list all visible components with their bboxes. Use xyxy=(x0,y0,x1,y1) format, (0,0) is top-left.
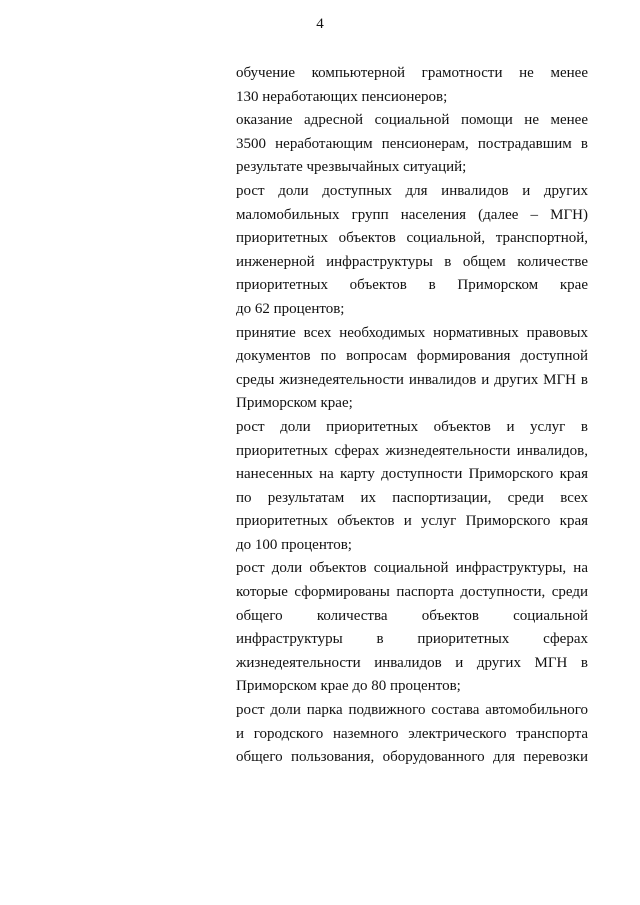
text-line: рост доли доступных для инвалидов и других xyxy=(236,182,588,199)
text-line: 130 неработающих пенсионеров; xyxy=(236,88,448,105)
text-line: Приморском крае; xyxy=(236,395,353,412)
text-line: среды жизнедеятельности инвалидов и других МГН в xyxy=(236,371,588,388)
text-line: приоритетных сферах жизнедеятельности инвалидов, xyxy=(236,442,588,459)
text-line: рост доли объектов социальной инфраструктуры, на xyxy=(236,560,588,577)
list-item xyxy=(236,109,588,180)
list-item xyxy=(236,416,588,558)
text-line: и городского наземного электрического транспорта xyxy=(236,725,588,742)
text-line: оказание адресной социальной помощи не менее xyxy=(236,112,588,129)
text-line: приоритетных объектов социальной, транспортной, xyxy=(236,230,588,247)
text-line: 3500 неработающим пенсионерам, пострадавшим в xyxy=(236,135,588,152)
text-line: до 62 процентов; xyxy=(236,300,345,317)
text-line: общего количества объектов социальной xyxy=(236,607,588,624)
text-line: инженерной инфраструктуры в общем количестве xyxy=(236,253,588,270)
text-line: рост доли приоритетных объектов и услуг в xyxy=(236,418,588,435)
text-line: обучение компьютерной грамотности не менее xyxy=(236,65,588,81)
document-body xyxy=(236,62,588,770)
text-line: инфраструктуры в приоритетных сферах xyxy=(236,631,588,648)
list-item xyxy=(236,180,588,322)
text-line: результате чрезвычайных ситуаций; xyxy=(236,159,467,176)
text-line: документов по вопросам формирования доступной xyxy=(236,348,588,365)
text-line: рост доли парка подвижного состава автомобильного xyxy=(236,702,588,719)
text-line: приоритетных объектов и услуг Приморского края xyxy=(236,513,588,530)
text-line: общего пользования, оборудованного для перевозки xyxy=(236,749,588,766)
text-line: до 100 процентов; xyxy=(236,536,352,553)
text-line: Приморском крае до 80 процентов; xyxy=(236,678,461,695)
text-line: нанесенных на карту доступности Приморского края xyxy=(236,466,588,483)
page-number: 4 xyxy=(316,16,324,32)
text-line: которые сформированы паспорта доступности, среди xyxy=(236,584,588,601)
list-item xyxy=(236,699,588,770)
text-line: жизнедеятельности инвалидов и других МГН в xyxy=(236,654,588,671)
list-item xyxy=(236,557,588,699)
text-line: по результатам их паспортизации, среди всех xyxy=(236,489,588,506)
text-line: приоритетных объектов в Приморском крае xyxy=(236,277,588,294)
text-line: маломобильных групп населения (далее – МГН) xyxy=(236,206,588,223)
list-item xyxy=(236,62,588,109)
list-item xyxy=(236,322,588,416)
text-line: принятие всех необходимых нормативных правовых xyxy=(236,324,588,341)
